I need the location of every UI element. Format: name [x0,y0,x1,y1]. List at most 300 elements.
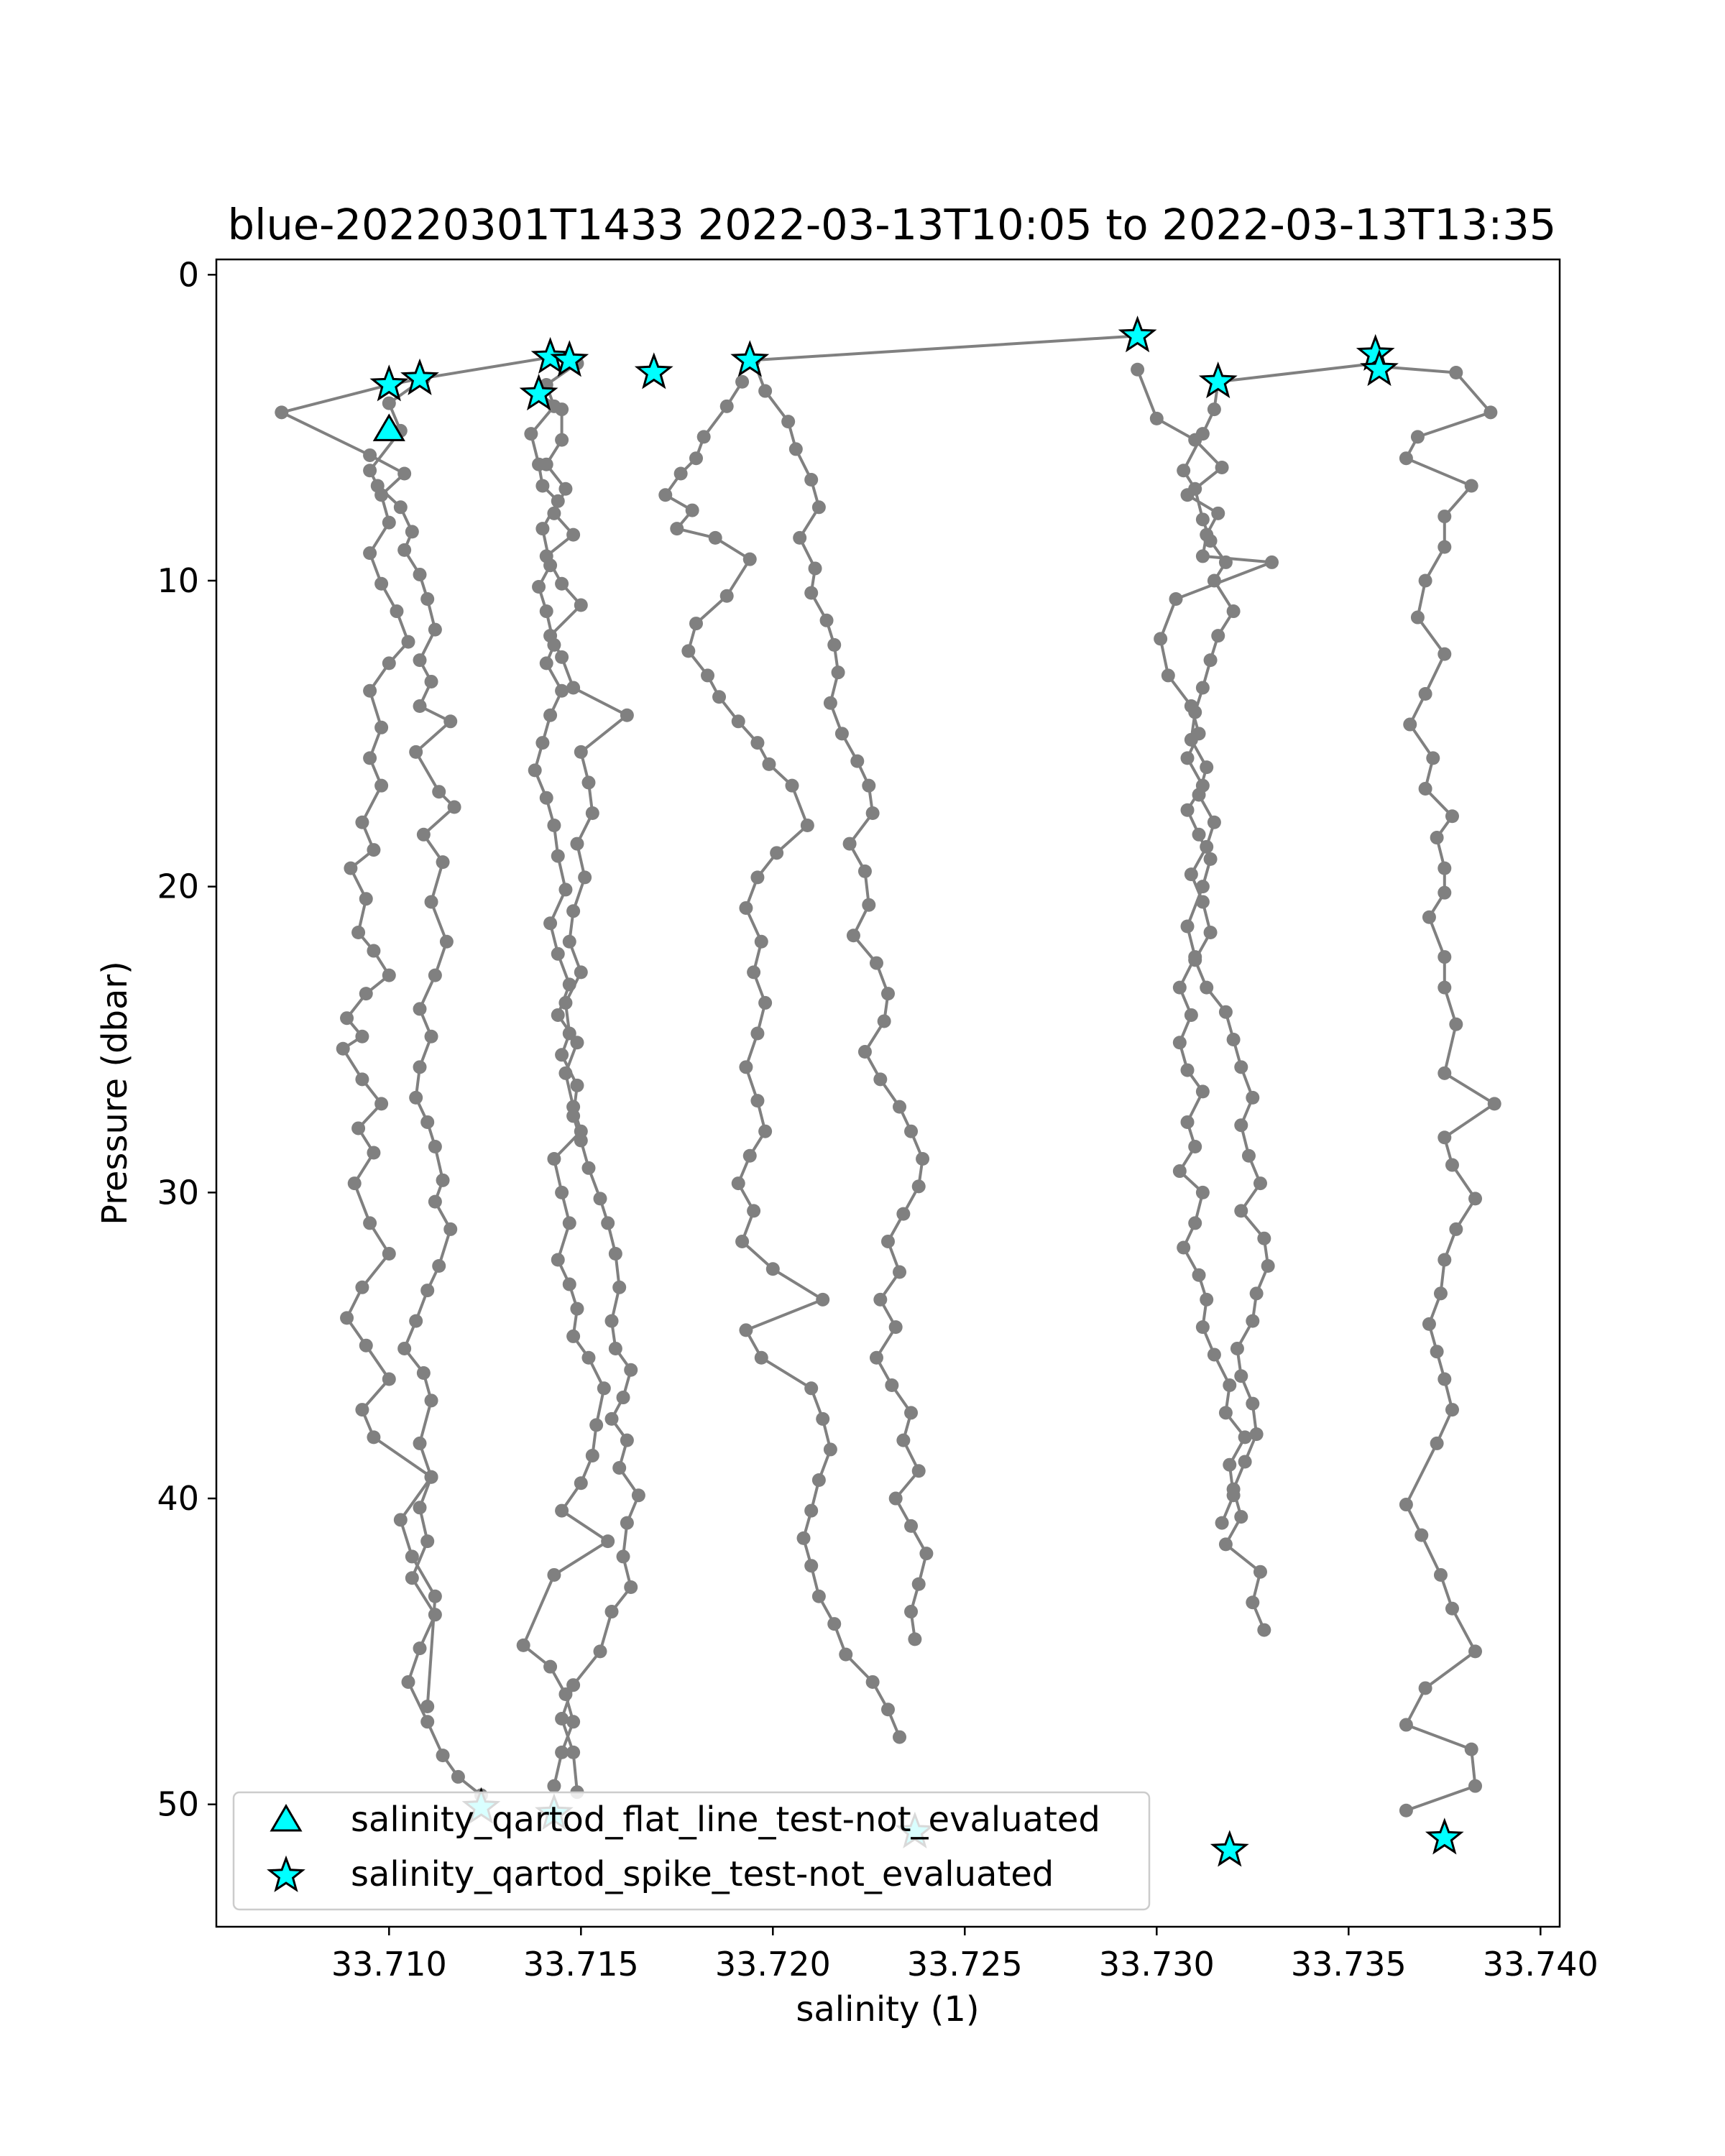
data-point [620,1516,634,1530]
data-point [804,1504,818,1518]
x-tick-label: 33.730 [1098,1945,1215,1984]
data-point [1265,556,1279,569]
data-point [835,727,849,740]
data-point [543,1660,557,1674]
data-point [367,944,380,958]
data-point [1181,803,1195,817]
data-point [425,675,438,688]
data-point [1208,402,1221,416]
data-point [1196,1186,1210,1199]
data-point [382,516,396,530]
data-point [743,1149,757,1163]
data-point [1200,1293,1213,1307]
data-point [382,969,396,982]
data-point [1399,1718,1413,1732]
data-point [750,1026,764,1040]
data-point [797,1531,811,1545]
y-axis-label: Pressure (dbar) [95,961,135,1225]
data-point [1196,549,1210,563]
data-point [558,482,572,496]
data-point [405,1571,419,1585]
data-point [1208,1348,1221,1361]
data-point [1246,1091,1259,1105]
data-point [743,553,757,566]
data-point [1215,461,1229,474]
data-point [1419,782,1432,796]
data-point [397,466,411,480]
data-point [417,828,431,842]
data-point [578,870,592,884]
data-point [551,1008,565,1022]
x-tick-label: 33.725 [906,1945,1023,1984]
data-point [793,531,806,545]
data-point [804,586,818,600]
data-point [397,1342,411,1355]
data-point [1399,1804,1413,1818]
data-point [1449,1222,1463,1236]
data-point [363,546,377,560]
data-point [1234,1510,1248,1524]
data-point [543,709,557,722]
data-point [1419,687,1432,701]
data-point [336,1042,350,1056]
data-point [912,1179,926,1193]
data-point [750,736,764,750]
data-point [720,400,734,413]
data-point [1219,1537,1233,1551]
data-point [443,1222,457,1236]
data-point [878,1014,891,1028]
data-point [804,1559,818,1572]
data-point [1468,1644,1482,1658]
data-point [670,522,684,535]
data-point [540,791,553,805]
data-point [425,1393,438,1407]
data-point [1438,1130,1451,1144]
data-point [428,1140,442,1153]
data-point [348,1176,362,1190]
data-point [862,898,875,912]
data-point [674,466,688,480]
data-point [382,656,396,670]
data-point [827,1617,841,1631]
data-point [555,1186,569,1199]
data-point [586,806,599,820]
data-point [870,957,883,970]
data-point [428,1195,442,1209]
data-point [359,987,373,1000]
data-point [601,1216,615,1230]
data-point [786,779,799,793]
data-point [904,1519,918,1533]
data-point [340,1011,354,1025]
data-point [739,901,753,915]
data-point [789,442,803,456]
data-point [758,384,772,398]
data-point [1196,512,1210,526]
data-point [1131,363,1144,377]
data-point [809,561,822,575]
data-point [443,714,457,728]
data-point [896,1207,910,1221]
data-point [532,458,546,471]
data-point [1250,1286,1264,1300]
data-point [912,1577,926,1591]
data-point [609,1342,622,1355]
chart-title: blue-20220301T1433 2022-03-13T10:05 to 2022-03-13T13:35 [227,200,1557,249]
data-point [735,375,749,389]
data-point [1208,816,1221,829]
data-point [432,785,446,798]
data-point [812,1590,826,1603]
data-point [801,819,814,832]
data-point [1234,1118,1248,1132]
data-point [1169,592,1183,606]
data-point [363,448,377,462]
data-point [870,1351,883,1365]
data-point [1438,950,1451,964]
data-point [1438,540,1451,554]
data-point [881,987,895,1000]
data-point [1426,751,1440,765]
data-point [397,543,411,557]
data-point [555,1746,569,1759]
data-point [374,779,388,793]
data-point [374,577,388,591]
data-point [535,522,549,535]
data-point [701,668,714,682]
data-point [1188,1140,1202,1153]
data-point [1254,1565,1267,1579]
data-point [758,996,772,1010]
data-point [402,635,415,649]
data-point [555,684,569,698]
data-point [535,736,549,750]
data-point [1196,1084,1210,1098]
data-point [448,800,461,814]
data-point [609,1247,622,1261]
data-point [847,929,860,942]
data-point [1438,648,1451,661]
data-point [367,1146,380,1160]
data-point [1430,831,1444,844]
data-point [425,1470,438,1484]
data-point [1246,1397,1259,1411]
data-point [632,1488,645,1502]
data-point [1177,1240,1190,1254]
data-point [1438,1067,1451,1080]
data-point [1154,632,1167,645]
data-point [812,500,826,514]
x-tick-label: 33.740 [1482,1945,1598,1984]
data-point [540,656,553,670]
data-point [405,1549,419,1563]
data-point [1192,828,1206,842]
data-point [1234,1369,1248,1383]
data-point [547,1779,561,1793]
data-point [605,1412,619,1426]
data-point [843,837,857,851]
data-point [351,926,365,939]
data-point [574,1125,588,1138]
data-point [850,755,864,768]
data-point [1254,1176,1267,1190]
data-point [340,1311,354,1325]
data-point [555,650,569,664]
data-point [1181,1064,1195,1077]
data-point [827,638,841,652]
data-point [543,558,557,572]
data-point [555,433,569,447]
data-point [1177,464,1190,477]
data-point [1173,1164,1187,1178]
data-point [555,1712,569,1726]
data-point [1219,1406,1233,1419]
data-point [394,500,408,514]
data-point [1246,1595,1259,1609]
data-point [1438,1373,1451,1386]
data-point [1438,886,1451,900]
data-point [1223,1458,1236,1472]
data-point [781,415,795,428]
data-point [747,1204,760,1217]
legend [234,1792,1149,1909]
data-point [566,1100,580,1114]
data-point [605,1314,619,1328]
data-point [359,1339,373,1353]
data-point [1438,862,1451,875]
data-point [893,1731,906,1744]
data-point [409,1091,423,1105]
y-tick-label: 50 [157,1784,199,1824]
data-point [832,665,845,679]
data-point [551,947,565,961]
data-point [1488,1097,1501,1110]
data-point [451,1770,465,1784]
data-point [1234,1204,1248,1217]
data-point [363,684,377,698]
data-point [367,843,380,857]
data-point [1449,1018,1463,1031]
data-point [1261,1259,1275,1273]
data-point [428,623,442,637]
data-point [1227,604,1241,618]
data-point [420,1115,434,1129]
data-point [770,846,783,860]
data-point [617,1549,630,1563]
data-point [1200,840,1213,854]
data-point [355,1281,369,1294]
data-point [1204,926,1218,939]
data-point [594,1644,607,1658]
data-point [1411,611,1425,625]
data-point [620,1434,634,1447]
data-point [1181,920,1195,934]
data-point [1234,1060,1248,1074]
data-point [547,1152,561,1166]
data-point [612,1281,626,1294]
data-point [601,1534,615,1548]
data-point [1173,1036,1187,1049]
data-point [524,427,538,441]
data-point [1468,1192,1482,1205]
data-point [735,1235,749,1248]
data-point [1445,1602,1459,1616]
data-point [1434,1286,1448,1300]
data-point [712,690,726,704]
data-point [762,757,776,771]
data-point [1162,668,1175,682]
data-point [558,1687,572,1701]
legend-label-flat-line: salinity_qartod_flat_line_test-not_evaluated [351,1800,1100,1840]
data-point [420,1534,434,1548]
data-point [420,1284,434,1297]
data-point [1468,1779,1482,1793]
data-point [563,977,576,991]
data-point [344,862,357,875]
data-point [555,1504,569,1518]
data-point [1445,809,1459,823]
data-point [689,617,703,630]
x-tick-label: 33.710 [331,1945,447,1984]
data-point [363,1216,377,1230]
data-point [1430,1345,1444,1358]
data-point [912,1464,926,1478]
data-point [402,1675,415,1689]
data-point [563,935,576,949]
data-point [1211,629,1225,642]
data-point [436,1174,450,1187]
data-point [732,1176,745,1190]
data-point [558,1067,572,1080]
y-tick-label: 0 [178,255,199,295]
data-point [766,1262,780,1276]
data-point [1188,706,1202,719]
data-point [1200,981,1213,995]
data-point [547,638,561,652]
data-point [355,1030,369,1044]
data-point [620,709,634,722]
data-point [624,1580,638,1594]
data-point [413,1437,427,1450]
x-tick-label: 33.715 [523,1945,639,1984]
data-point [1242,1149,1256,1163]
data-point [382,1373,396,1386]
data-point [904,1605,918,1618]
data-point [551,849,565,863]
legend-label-spike: salinity_qartod_spike_test-not_evaluated [351,1854,1054,1894]
data-point [382,397,396,410]
data-point [689,451,703,465]
data-point [355,1403,369,1416]
data-point [1411,430,1425,443]
data-point [275,405,288,419]
data-point [425,1030,438,1044]
data-point [581,1351,595,1365]
data-point [1449,366,1463,379]
data-point [1422,1317,1436,1331]
data-point [428,969,442,982]
data-point [1181,1115,1195,1129]
data-point [1465,479,1478,493]
data-point [1196,681,1210,694]
data-point [428,1590,442,1603]
data-point [413,568,427,581]
data-point [420,1715,434,1728]
data-point [1196,427,1210,441]
data-point [371,479,385,493]
data-point [1246,1314,1259,1328]
data-point [1196,895,1210,908]
data-point [413,1060,427,1074]
data-point [535,479,549,493]
data-point [804,1381,818,1395]
data-point [750,870,764,884]
data-point [1238,1430,1252,1444]
data-point [881,1235,895,1248]
data-point [1399,451,1413,465]
data-point [1403,718,1417,732]
data-point [617,1391,630,1404]
data-point [1219,1005,1233,1019]
data-point [574,1476,588,1490]
data-point [1204,534,1218,548]
data-point [351,1121,365,1135]
data-point [574,745,588,759]
data-point [1188,1216,1202,1230]
data-point [919,1547,933,1560]
data-point [581,775,595,789]
data-point [436,1749,450,1762]
data-point [570,1302,584,1316]
data-point [755,935,768,949]
data-point [1211,507,1225,520]
data-point [594,1192,607,1205]
data-point [612,1461,626,1475]
data-point [1399,1498,1413,1511]
data-point [873,1293,887,1307]
data-point [893,1100,906,1114]
data-point [858,865,872,878]
data-point [355,816,369,829]
data-point [551,1253,565,1267]
data-point [413,653,427,667]
data-point [570,1079,584,1092]
data-point [1208,573,1221,587]
data-point [1257,1232,1271,1245]
data-point [755,1351,768,1365]
data-point [697,430,711,443]
data-point [543,916,557,930]
data-point [517,1639,530,1652]
data-point [586,1449,599,1462]
data-point [1445,1403,1459,1416]
x-tick-label: 33.735 [1290,1945,1407,1984]
data-point [374,721,388,734]
data-point [1465,1743,1478,1756]
data-point [1188,953,1202,967]
data-point [405,525,419,538]
data-point [873,1072,887,1086]
data-point [1200,760,1213,774]
data-point [1445,1158,1459,1172]
data-point [816,1293,829,1307]
data-point [686,504,699,517]
y-tick-label: 40 [157,1479,199,1519]
data-point [816,1412,829,1426]
data-point [436,855,450,869]
data-point [1419,573,1432,587]
